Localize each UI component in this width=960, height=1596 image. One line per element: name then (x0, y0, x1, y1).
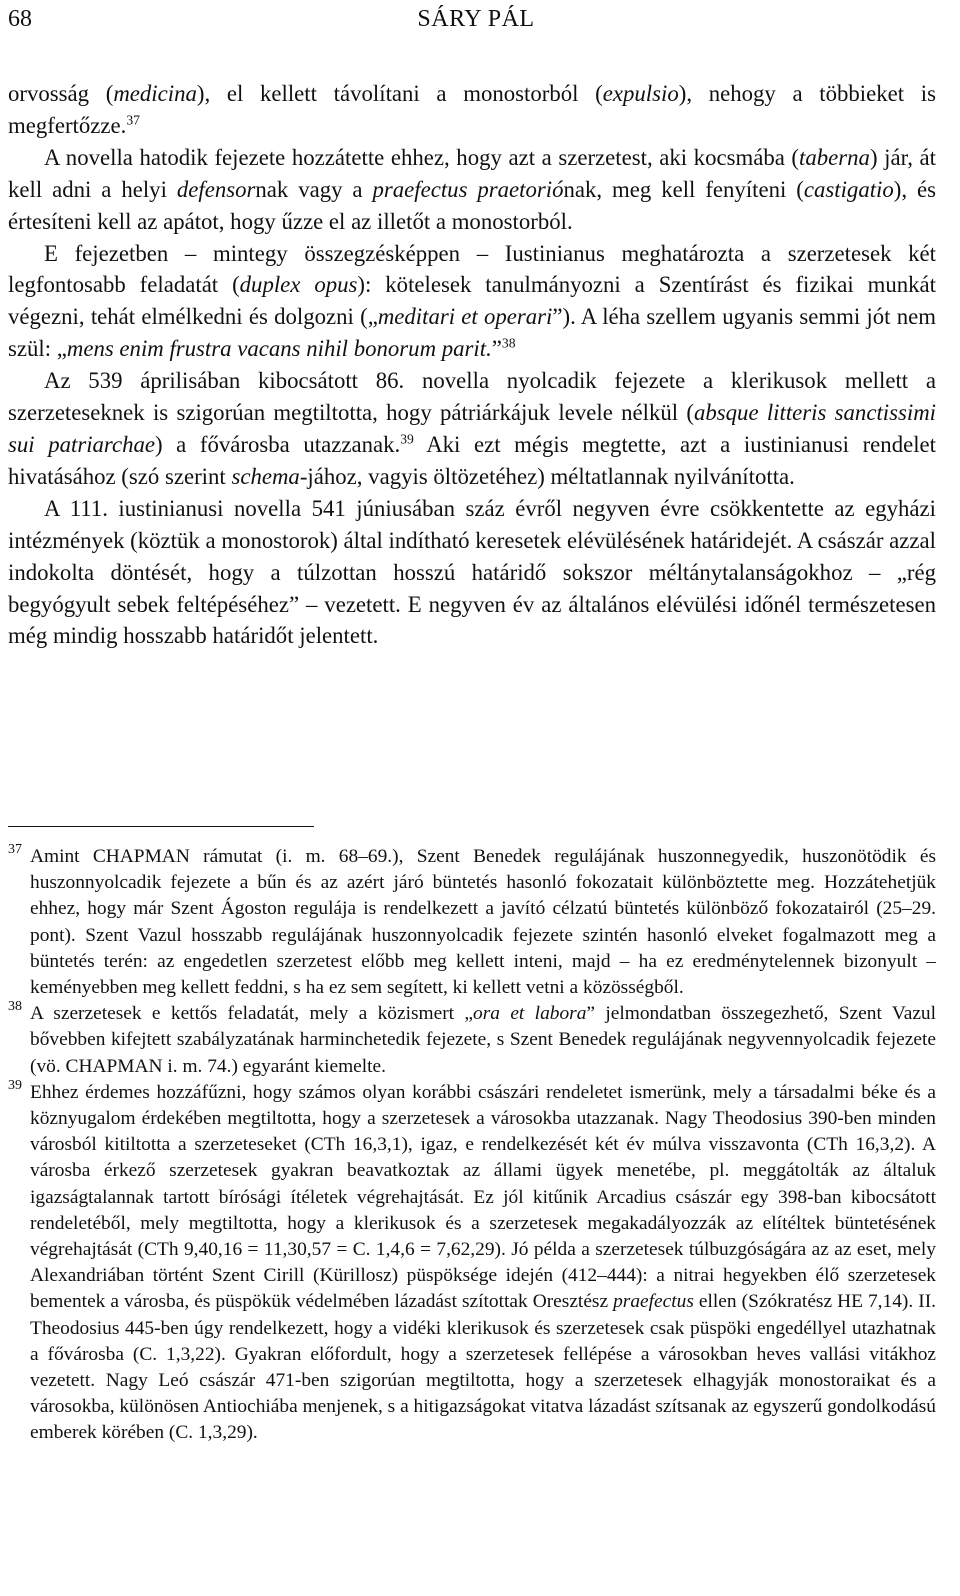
text-run: nak vagy a (255, 176, 373, 202)
text-run: Amint (30, 846, 93, 867)
text-run: Ehhez érdemes hozzáfűzni, hogy számos olyan korábbi császári rendeletet ismerünk, mely a társadalmi béke és a köznyugalom érdekében megtiltotta, hogy a szerzetesek a városokba utazzanak. Nagy Theodosius 390-ben minden városból kitiltotta a szerzeteseket (CTh 16,3,1), igaz, e rendelkezését két év múlva visszavonta (CTh 16,3,2). A városba érkező szerzetesek gyakran beavatkoztak az állami ügyek menetébe, pl. meggátolták az általuk igazságtalannak tartott bírósági ítéletek végrehajtását. Ez jól kitűnik Arcadius császár egy 398-ban kibocsátott rendeletéből, mely megtiltotta, hogy a klerikusok és a szerzetesek megakadályozzák az elítéltek büntetésének végrehajtását (CTh 9,40,16 = 11,30,57 = C. 1,4,6 = 7,62,29). Jó példa a szerzetesek túlbuzgóságára az az eset, mely Alexandriában történt Szent Cirill (Kürillosz) püspöksége idején (412–444): a nitrai hegyekben élő szerzetesek bementek a városba, és püspökük védelmében lázadást szítottak Oresztész (30, 1081, 936, 1313)
text-run: Aki ezt mégis megtette, azt a iustinianusi rendelet hivatásához (szó szerint (8, 431, 936, 489)
paragraph-5: A 111. iustinianusi novella 541 júniusában száz évről negyven évre csökkentette az egyházi intézmények (köztük a monostorok) által indítható keresetek elévülésének határidejét. A császár azzal indokolta döntését, hogy a túlzottan hosszú határidő sokszor méltánytalanságokhoz – „rég begyógyult sebek feltépéséhez” – vezetett. E negyven év az általános elévülési időnél természetesen még mindig hosszabb határidőt jelentett. (8, 495, 936, 649)
italic-term: expulsio (602, 81, 679, 106)
italic-term: meditari et operari (377, 304, 553, 330)
italic-term: medicina (113, 81, 197, 106)
footnote-number: 37 (8, 842, 22, 857)
text-run: A szerzetesek e kettős feladatát, mely a közismert „ (30, 1003, 474, 1025)
text-run: i. m. 74.) egyaránt kiemelte. (162, 1055, 386, 1077)
italic-term: praefectus (613, 1291, 694, 1313)
author-name: CHAPMAN (65, 1055, 163, 1077)
author-name: CHAPMAN (92, 846, 190, 867)
italic-term: castigatio (803, 176, 894, 202)
main-text (8, 78, 936, 652)
text-run: ellen (Szókratész HE 7,14). II. Theodosius 445-ben úgy rendelkezett, hogy a vidéki klerikusok és szerzetesek csak püspöki engedéllyel utazhatnak a fővárosba (C. 1,3,22). Gyakran előfordult, hogy a szerzetesek fellépése a városokban heves vallási vitákhoz vezetett. Nagy Leó császár 471-ben szigorúan megtiltotta, hogy a szerzetesek elhagyják monostoraikat és a városokba, különösen Antiochiába menjenek, s a hitigazságokat vitatva lázadást szítsanak az egyszerű gondolkodású emberek körében (C. 1,3,29). (30, 1291, 936, 1444)
text-run: A novella hatodik fejezete hozzátette ehhez, hogy azt a szerzetest, aki kocsmába ( (44, 144, 800, 170)
text-run: ), nehogy a többieket is megfertőzze. (8, 81, 936, 138)
italic-term: schema (231, 463, 300, 489)
text-run: ” (491, 336, 502, 362)
footnote-37 (8, 844, 936, 1001)
footnote-divider (8, 826, 314, 827)
text-run: ), és értesíteni kell az apátot, hogy űzze el az illetőt a monostorból. (8, 176, 937, 234)
italic-term: absque litteris sanctissimi sui patriarchae (8, 400, 936, 457)
text-run: ): kötelesek tanulmányozni a Szentírást és fizikai munkát végezni, tehát elmélkedni és dolgozni („ (8, 272, 936, 330)
italic-term: defensor (176, 176, 256, 202)
running-head: SÁRY PÁL (417, 6, 535, 32)
text-run: ), el kellett távolítani a monostorból ( (196, 81, 603, 106)
footnote-number: 39 (8, 1077, 22, 1093)
text-run: ”). A léha szellem ugyanis semmi jót nem szül: „ (8, 304, 936, 362)
text-run: Az 539 áprilisában kibocsátott 86. novella nyolcadik fejezete a klerikusok mellett a szerzeteseknek is szigorúan megtiltotta, hogy pátriárkájuk levele nélkül ( (8, 368, 936, 426)
italic-term: duplex opus (239, 272, 358, 298)
text-run: ) jár, át kell adni a helyi (8, 144, 936, 202)
paragraph-3 (8, 238, 936, 366)
footnote-number: 38 (8, 999, 22, 1015)
italic-term: praefectus praetorió (372, 176, 564, 202)
text-run: ” jelmondatban összegezhető, Szent Vazul bővebben kifejtett szabályzatának harminchetedik fejezete, s Szent Benedek regulájának negyvennyolcadik fejezete (vö. (30, 1003, 937, 1077)
footnote-ref-37[interactable]: 37 (126, 112, 140, 128)
text-run: rámutat (i. m. 68–69.), Szent Benedek regulájának huszonnegyedik, huszonötödik és huszonnyolcadik fejezete a bűn és az azért járó büntetés hasonló fokozatait különböztette meg. Hozzátehetjük ehhez, hogy már Szent Ágoston regulája is rendelkezett a javító célzatú büntetés különböző fokozatairól (25–29. pont). Szent Vazul hosszabb regulájának huszonnyolcadik fejezete szintén hasonló elveket fogalmazott meg a büntetés terén: az engedetlen szerzetest előbb meg kellett inteni, majd – ha ez eredménytelennek bizonyult – keményebben meg kellett feddni, s ha ez sem segített, ki kellett vetni a közösségből. (30, 846, 936, 999)
page-header (8, 6, 944, 36)
footnote-39 (8, 1077, 936, 1447)
italic-quote: mens enim frustra vacans nihil bonorum parit. (66, 336, 492, 362)
footnote-ref-38[interactable]: 38 (501, 335, 516, 351)
text-run: E fejezetben – mintegy összegzésképpen – Iustinianus meghatározta a szerzetesek két legfontosabb feladatát ( (8, 240, 936, 298)
footnote-38 (8, 1001, 936, 1080)
footnotes (8, 844, 936, 1447)
footnote-ref-39[interactable]: 39 (400, 431, 414, 447)
text-run: orvosság ( (8, 81, 114, 106)
text-run: -jához, vagyis öltözetéhez) méltatlannak nyilvánította. (299, 463, 795, 489)
italic-term: taberna (799, 144, 870, 170)
paragraph-4 (8, 365, 936, 493)
text-run: nak, meg kell fenyíteni ( (563, 176, 804, 202)
italic-term: ora et labora (473, 1003, 587, 1025)
paragraph-2 (8, 142, 936, 238)
paragraph-1 (8, 78, 936, 142)
page-number: 68 (8, 6, 32, 32)
text-run: ) a fővárosba utazzanak. (155, 431, 401, 457)
